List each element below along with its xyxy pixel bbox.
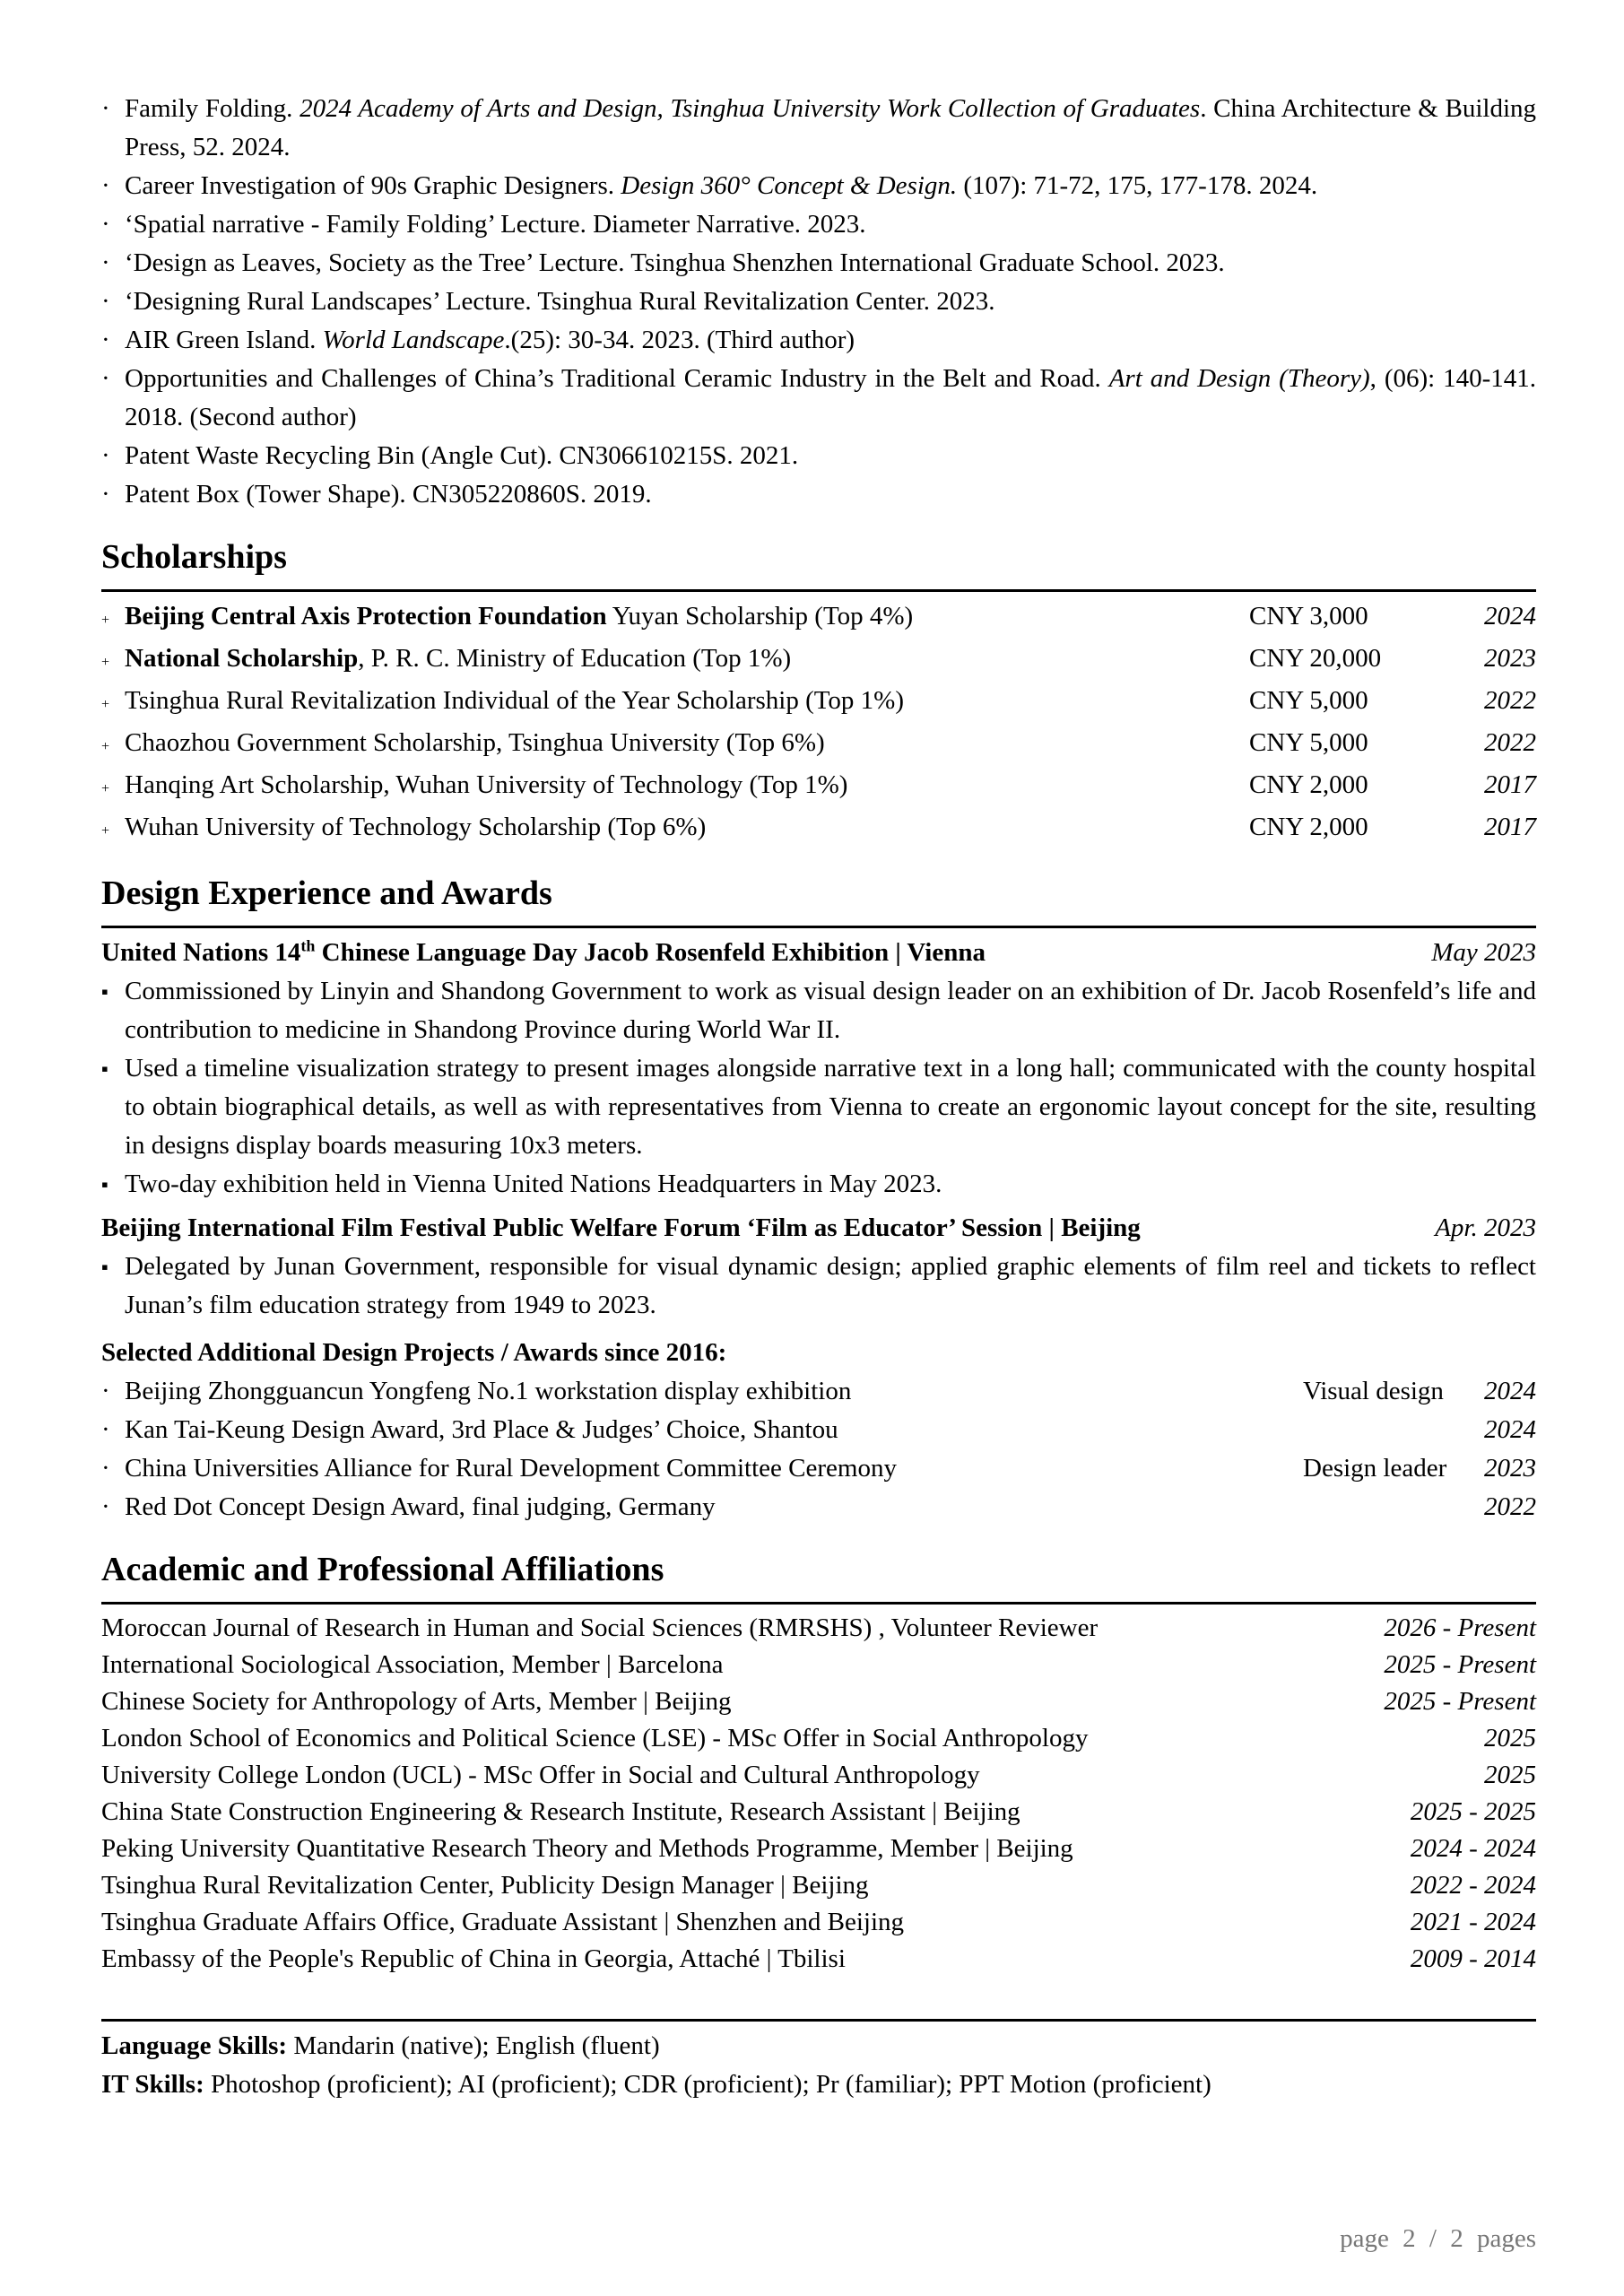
scholarship-name	[125, 682, 1249, 720]
scholarship-row	[101, 639, 1536, 682]
square-bullet-icon: ▪	[101, 1256, 109, 1278]
dot-bullet-icon: ·	[101, 287, 110, 316]
publication-item	[101, 321, 1536, 360]
ordinal-suffix: th	[300, 936, 316, 955]
additional-projects-list	[101, 1372, 1536, 1526]
experience-title-text: Chinese Language Day Jacob Rosenfeld Exhibition | Vienna	[315, 938, 986, 967]
project-role: Design leader	[1303, 1454, 1447, 1483]
dot-bullet-icon: ·	[101, 480, 110, 509]
scholarship-row	[101, 808, 1536, 850]
affiliation-row	[101, 1610, 1536, 1647]
section-title-scholarships: Scholarships	[101, 514, 1536, 592]
publication-text: Family Folding.	[125, 94, 300, 123]
publication-venue: 2024 Academy of Arts and Design, Tsinghua University Work Collection of Graduates	[300, 94, 1201, 123]
affiliation-row	[101, 1904, 1536, 1941]
publication-item	[101, 360, 1536, 437]
affiliation-date: 2022 - 2024	[1410, 1871, 1536, 1900]
experience-title	[101, 934, 986, 972]
scholarship-amount: CNY 2,000	[1249, 813, 1368, 841]
dot-bullet-icon: ·	[101, 326, 110, 354]
publications-list	[101, 90, 1536, 514]
scholarship-row	[101, 724, 1536, 766]
dot-bullet-icon: ·	[101, 248, 110, 277]
resume-page	[101, 90, 1536, 2104]
it-skills-label: IT Skills:	[101, 2070, 204, 2099]
design-experience-list	[101, 934, 1536, 1325]
dot-bullet-icon: ·	[101, 171, 110, 200]
affiliation-date: 2025	[1484, 1761, 1536, 1789]
affiliation-name: Tsinghua Graduate Affairs Office, Graduate Assistant | Shenzhen and Beijing	[101, 1908, 905, 1936]
experience-bullet-text: Used a timeline visualization strategy to present images alongside narrative text in a long hall; communicated with the county hospital to obtain biographical details, as well as with representatives from Vienna to create an ergonomic layout concept for the site, resulting in designs display boards measuring 10x3 meters.	[125, 1054, 1536, 1160]
affiliation-name: University College London (UCL) - MSc Offer in Social and Cultural Anthropology	[101, 1761, 980, 1789]
scholarship-year: 2017	[1484, 813, 1536, 841]
section-title-affiliations: Academic and Professional Affiliations	[101, 1526, 1536, 1605]
experience-header	[101, 1209, 1536, 1248]
experience-title-text: United Nations 14	[101, 938, 301, 967]
publication-item	[101, 167, 1536, 205]
section-title-design-experience: Design Experience and Awards	[101, 850, 1536, 928]
experience-bullet	[101, 972, 1536, 1049]
affiliation-date: 2025 - Present	[1384, 1687, 1536, 1716]
affiliation-name: China State Construction Engineering & Research Institute, Research Assistant | Beijing	[101, 1797, 1020, 1826]
publication-text: Opportunities and Challenges of China’s Traditional Ceramic Industry in the Belt and Road.	[125, 364, 1109, 393]
additional-project-row	[101, 1488, 1536, 1526]
scholarship-name	[125, 597, 1249, 636]
affiliation-row	[101, 1867, 1536, 1904]
affiliation-row	[101, 1941, 1536, 1978]
additional-project-row	[101, 1411, 1536, 1449]
publication-text: .(25): 30-34. 2023. (Third author)	[504, 326, 855, 354]
publication-text: . China Architecture & Building Press, 52. 2024.	[125, 94, 1537, 161]
language-skills-value: Mandarin (native); English (fluent)	[287, 2031, 660, 2060]
publication-text: ‘Designing Rural Landscapes’ Lecture. Tsinghua Rural Revitalization Center. 2023.	[125, 287, 995, 316]
scholarship-name-rest: Wuhan University of Technology Scholarship (Top 6%)	[125, 813, 707, 841]
project-name: Beijing Zhongguancun Yongfeng No.1 workstation display exhibition	[125, 1377, 852, 1405]
it-skills	[101, 2066, 1536, 2104]
affiliation-date: 2026 - Present	[1384, 1613, 1536, 1642]
affiliation-date: 2025 - Present	[1384, 1650, 1536, 1679]
affiliation-row	[101, 1720, 1536, 1757]
cross-bullet-icon: +	[101, 655, 110, 670]
scholarship-name-rest: Tsinghua Rural Revitalization Individual of the Year Scholarship (Top 1%)	[125, 686, 904, 715]
project-year: 2024	[1484, 1415, 1536, 1444]
scholarship-name-rest: , P. R. C. Ministry of Education (Top 1%)	[358, 644, 792, 673]
publication-item	[101, 205, 1536, 244]
dot-bullet-icon: ·	[101, 1454, 110, 1483]
publication-text: , (06): 140-141. 2018. (Second author)	[125, 364, 1537, 431]
publication-text: Patent Waste Recycling Bin (Angle Cut). CN306610215S. 2021.	[125, 441, 799, 470]
publication-item	[101, 283, 1536, 321]
cross-bullet-icon: +	[101, 739, 110, 754]
skills-divider	[101, 2019, 1536, 2022]
scholarship-year: 2017	[1484, 770, 1536, 799]
publication-item	[101, 244, 1536, 283]
scholarship-amount: CNY 3,000	[1249, 602, 1368, 631]
publication-venue: Design 360° Concept & Design.	[621, 171, 958, 200]
affiliation-name: Embassy of the People's Republic of China in Georgia, Attaché | Tbilisi	[101, 1944, 846, 1973]
affiliation-row	[101, 1647, 1536, 1683]
scholarship-name-rest: Hanqing Art Scholarship, Wuhan University of Technology (Top 1%)	[125, 770, 848, 799]
dot-bullet-icon: ·	[101, 210, 110, 239]
language-skills-label: Language Skills:	[101, 2031, 288, 2060]
it-skills-value: Photoshop (proficient); AI (proficient); CDR (proficient); Pr (familiar); PPT Motion (proficient)	[204, 2070, 1211, 2099]
experience-bullet	[101, 1049, 1536, 1165]
project-year: 2024	[1484, 1377, 1536, 1405]
scholarship-name	[125, 724, 1249, 762]
project-year: 2023	[1484, 1454, 1536, 1483]
affiliation-name: Tsinghua Rural Revitalization Center, Publicity Design Manager | Beijing	[101, 1871, 869, 1900]
project-name: China Universities Alliance for Rural Development Committee Ceremony	[125, 1454, 897, 1483]
project-name: Red Dot Concept Design Award, final judging, Germany	[125, 1492, 716, 1521]
affiliation-row	[101, 1831, 1536, 1867]
dot-bullet-icon: ·	[101, 1377, 110, 1405]
scholarship-name-rest: Chaozhou Government Scholarship, Tsinghua University (Top 6%)	[125, 728, 825, 757]
affiliation-date: 2021 - 2024	[1410, 1908, 1536, 1936]
square-bullet-icon: ▪	[101, 1057, 109, 1080]
experience-header	[101, 934, 1536, 972]
publication-text: Patent Box (Tower Shape). CN305220860S. 2019.	[125, 480, 652, 509]
square-bullet-icon: ▪	[101, 980, 109, 1003]
dot-bullet-icon: ·	[101, 441, 110, 470]
cross-bullet-icon: +	[101, 697, 110, 712]
dot-bullet-icon: ·	[101, 1492, 110, 1521]
experience-bullet-text: Commissioned by Linyin and Shandong Government to work as visual design leader on an exhibition of Dr. Jacob Rosenfeld’s life and contribution to medicine in Shandong Province during World War II.	[125, 977, 1536, 1044]
additional-project-row	[101, 1372, 1536, 1411]
dot-bullet-icon: ·	[101, 364, 110, 393]
affiliation-name: Peking University Quantitative Research Theory and Methods Programme, Member | Beijing	[101, 1834, 1073, 1863]
scholarship-row	[101, 597, 1536, 639]
experience-bullet	[101, 1165, 1536, 1204]
publication-text: ‘Design as Leaves, Society as the Tree’ Lecture. Tsinghua Shenzhen International Graduate School. 2023.	[125, 248, 1225, 277]
additional-projects-title: Selected Additional Design Projects / Awards since 2016:	[101, 1338, 727, 1367]
affiliation-name: Moroccan Journal of Research in Human and Social Sciences (RMRSHS) , Volunteer Reviewer	[101, 1613, 1099, 1642]
scholarship-name-rest: Yuyan Scholarship (Top 4%)	[606, 602, 914, 631]
publication-item	[101, 475, 1536, 514]
publication-text: ‘Spatial narrative - Family Folding’ Lecture. Diameter Narrative. 2023.	[125, 210, 866, 239]
experience-bullet-text: Delegated by Junan Government, responsible for visual dynamic design; applied graphic elements of film reel and tickets to reflect Junan’s film education strategy from 1949 to 2023.	[125, 1252, 1536, 1319]
experience-title	[101, 1209, 1141, 1248]
experience-bullet	[101, 1248, 1536, 1325]
affiliation-date: 2025	[1484, 1724, 1536, 1752]
scholarship-name-bold: Beijing Central Axis Protection Foundation	[125, 602, 607, 631]
square-bullet-icon: ▪	[101, 1173, 109, 1196]
affiliation-date: 2024 - 2024	[1410, 1834, 1536, 1863]
publication-item	[101, 437, 1536, 475]
affiliation-date: 2025 - 2025	[1410, 1797, 1536, 1826]
affiliation-name: London School of Economics and Political Science (LSE) - MSc Offer in Social Anthropology	[101, 1724, 1089, 1752]
scholarship-row	[101, 682, 1536, 724]
scholarship-amount: CNY 20,000	[1249, 644, 1382, 673]
page-number: page 2 / 2 pages	[1340, 2224, 1536, 2253]
publication-venue: World Landscape	[322, 326, 505, 354]
affiliation-name: Chinese Society for Anthropology of Arts, Member | Beijing	[101, 1687, 732, 1716]
publication-text: AIR Green Island.	[125, 326, 323, 354]
affiliation-date: 2009 - 2014	[1410, 1944, 1536, 1973]
scholarship-year: 2024	[1484, 602, 1536, 631]
scholarship-name	[125, 766, 1249, 804]
experience-date: May 2023	[1431, 938, 1536, 967]
scholarships-list	[101, 597, 1536, 850]
scholarship-name	[125, 808, 1249, 847]
project-role: Visual design	[1303, 1377, 1444, 1405]
dot-bullet-icon: ·	[101, 1415, 110, 1444]
project-year: 2022	[1484, 1492, 1536, 1521]
affiliation-name: International Sociological Association, Member | Barcelona	[101, 1650, 724, 1679]
affiliation-row	[101, 1683, 1536, 1720]
affiliations-list	[101, 1610, 1536, 1978]
affiliation-row	[101, 1757, 1536, 1794]
scholarship-amount: CNY 5,000	[1249, 728, 1368, 757]
language-skills	[101, 2027, 1536, 2066]
scholarship-year: 2023	[1484, 644, 1536, 673]
affiliation-row	[101, 1794, 1536, 1831]
publication-venue: Art and Design (Theory)	[1108, 364, 1370, 393]
cross-bullet-icon: +	[101, 823, 110, 839]
cross-bullet-icon: +	[101, 613, 110, 628]
scholarship-year: 2022	[1484, 686, 1536, 715]
experience-date: Apr. 2023	[1435, 1213, 1536, 1242]
scholarship-amount: CNY 2,000	[1249, 770, 1368, 799]
scholarship-row	[101, 766, 1536, 808]
scholarship-name-bold: National Scholarship	[125, 644, 359, 673]
scholarship-year: 2022	[1484, 728, 1536, 757]
scholarship-name	[125, 639, 1249, 678]
scholarship-amount: CNY 5,000	[1249, 686, 1368, 715]
project-name: Kan Tai-Keung Design Award, 3rd Place & Judges’ Choice, Shantou	[125, 1415, 838, 1444]
publication-item	[101, 90, 1536, 167]
additional-project-row	[101, 1449, 1536, 1488]
publication-text: (107): 71-72, 175, 177-178. 2024.	[957, 171, 1318, 200]
experience-bullet-text: Two-day exhibition held in Vienna United Nations Headquarters in May 2023.	[125, 1170, 942, 1198]
publication-text: Career Investigation of 90s Graphic Designers.	[125, 171, 621, 200]
dot-bullet-icon: ·	[101, 94, 110, 123]
experience-title-text: Beijing International Film Festival Public Welfare Forum ‘Film as Educator’ Session | Beijing	[101, 1213, 1141, 1242]
cross-bullet-icon: +	[101, 781, 110, 796]
